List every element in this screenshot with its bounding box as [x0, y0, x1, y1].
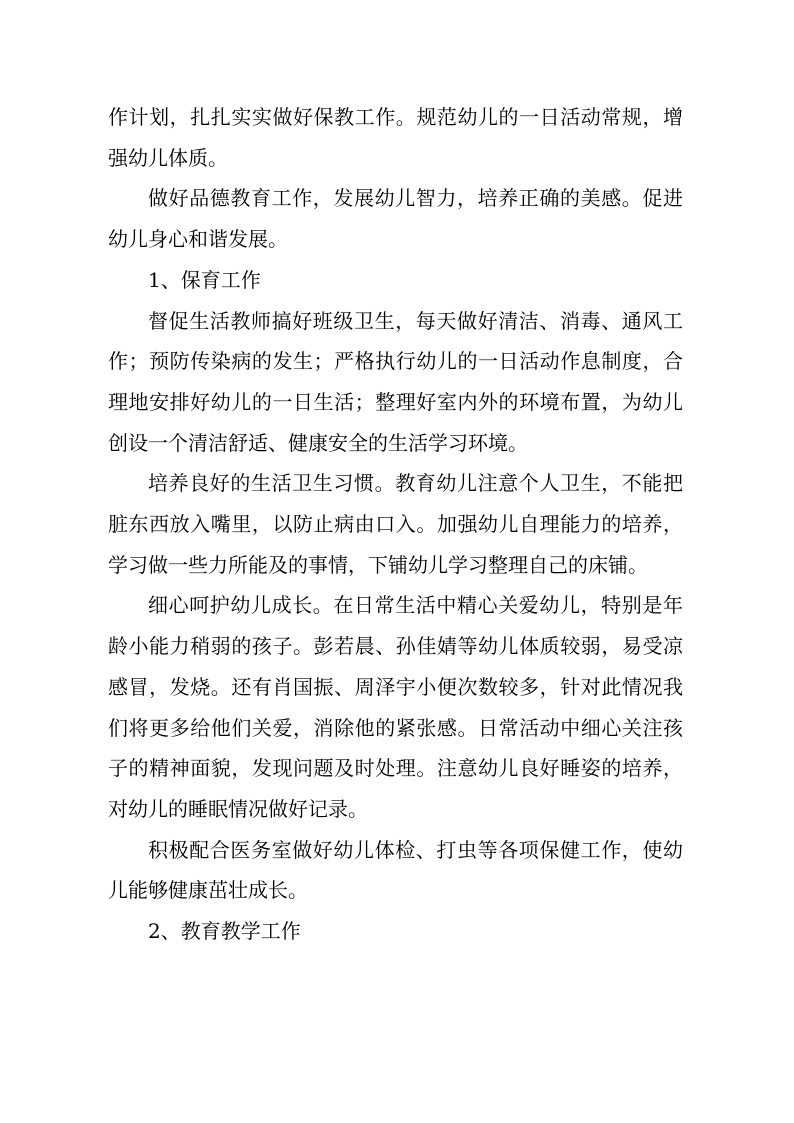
paragraph-class-hygiene: 督促生活教师搞好班级卫生，每天做好清洁、消毒、通风工作；预防传染病的发生；严格执行幼儿的一日活动作息制度，合理地安排好幼儿的一日生活；整理好室内外的环境布置，为幼儿创设一个清洁舒适、健康安全的生活学习环境。 [108, 308, 683, 455]
paragraph-care-growth: 细心呵护幼儿成长。在日常生活中精心关爱幼儿，特别是年龄小能力稍弱的孩子。彭若晨、孙佳婧等幼儿体质较弱，易受凉感冒，发烧。还有肖国振、周泽宇小便次数较多，针对此情况我们将更多给他们关爱，消除他的紧张感。日常活动中细心关注孩子的精神面貌，发现问题及时处理。注意幼儿良好睡姿的培养，对幼儿的睡眠情况做好记录。 [108, 593, 683, 821]
paragraph-moral-education: 做好品德教育工作，发展幼儿智力，培养正确的美感。促进幼儿身心和谐发展。 [108, 186, 683, 252]
section-heading-childcare: 1、保育工作 [148, 267, 261, 292]
section-heading-teaching: 2、教育教学工作 [148, 919, 301, 944]
paragraph-hygiene-habits: 培养良好的生活卫生习惯。教育幼儿注意个人卫生，不能把脏东西放入嘴里，以防止病由口入。加强幼儿自理能力的培养，学习做一些力所能及的事情，下铺幼儿学习整理自己的床铺。 [108, 471, 683, 577]
paragraph-work-plan: 作计划，扎扎实实做好保教工作。规范幼儿的一日活动常规，增强幼儿体质。 [108, 105, 683, 170]
paragraph-health-checkups: 积极配合医务室做好幼儿体检、打虫等各项保健工作，使幼儿能够健康茁壮成长。 [108, 837, 683, 903]
document-body [108, 97, 683, 952]
